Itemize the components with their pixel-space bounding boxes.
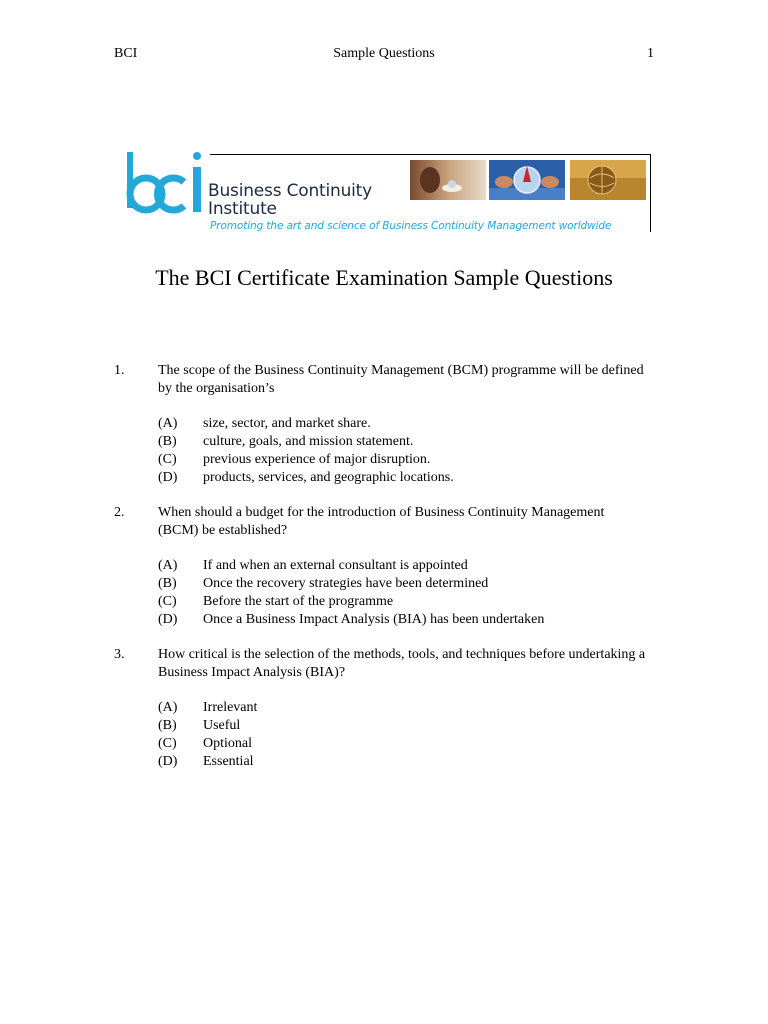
option-key: (A)	[158, 700, 178, 715]
header-org: BCI	[114, 46, 138, 61]
option-key: (D)	[158, 470, 178, 485]
option-key: (C)	[158, 594, 177, 609]
brand-name	[208, 182, 372, 218]
option-key: (B)	[158, 718, 177, 733]
question-1	[0, 362, 768, 487]
option-list	[0, 699, 768, 771]
option-text: If and when an external consultant is appointed	[203, 558, 468, 573]
option-a	[0, 415, 768, 433]
option-key: (D)	[158, 754, 178, 769]
option-b	[0, 575, 768, 593]
bci-banner	[124, 150, 652, 232]
question-text: How critical is the selection of the methods, tools, and techniques before undertaking a Business Impact Analysis (BIA)?	[158, 647, 646, 680]
option-b	[0, 717, 768, 735]
option-list	[0, 415, 768, 487]
option-text: previous experience of major disruption.	[203, 452, 431, 467]
option-text: Essential	[203, 754, 254, 769]
question-list	[0, 362, 768, 788]
page-number: 1	[647, 46, 654, 61]
brand-tagline: Promoting the art and science of Business Continuity Management worldwide	[210, 220, 612, 232]
option-c	[0, 593, 768, 611]
banner-top-rule	[210, 154, 650, 155]
document-title: The BCI Certificate Examination Sample Questions	[155, 265, 613, 290]
option-text: size, sector, and market share.	[203, 416, 371, 431]
option-text: products, services, and geographic locations.	[203, 470, 454, 485]
option-text: Optional	[203, 736, 252, 751]
banner-photo-globe-icon	[570, 160, 646, 200]
option-text: Irrelevant	[203, 700, 258, 715]
question-3	[0, 646, 768, 771]
question-number: 2.	[114, 505, 125, 520]
option-c	[0, 735, 768, 753]
option-key: (A)	[158, 416, 178, 431]
page-header	[0, 46, 768, 66]
header-title: Sample Questions	[333, 46, 435, 61]
question-text: The scope of the Business Continuity Management (BCM) programme will be defined by the organisation’s	[158, 363, 644, 396]
option-key: (C)	[158, 452, 177, 467]
option-text: Before the start of the programme	[203, 594, 394, 609]
option-a	[0, 699, 768, 717]
option-key: (A)	[158, 558, 178, 573]
question-2	[0, 504, 768, 629]
banner-photo-hands-icon	[489, 160, 565, 200]
brand-line-2: Institute	[208, 199, 277, 219]
question-number: 3.	[114, 647, 125, 662]
question-text: When should a budget for the introduction of Business Continuity Management (BCM) be established?	[158, 505, 605, 538]
option-list	[0, 557, 768, 629]
option-key: (B)	[158, 576, 177, 591]
brand-line-1: Business Continuity	[208, 181, 373, 201]
option-d	[0, 753, 768, 771]
option-text: culture, goals, and mission statement.	[203, 434, 414, 449]
option-d	[0, 469, 768, 487]
option-b	[0, 433, 768, 451]
option-text: Once the recovery strategies have been determined	[203, 576, 489, 591]
option-c	[0, 451, 768, 469]
option-a	[0, 557, 768, 575]
option-text: Useful	[203, 718, 241, 733]
banner-photo-person-icon	[410, 160, 486, 200]
banner-right-rule	[650, 154, 651, 232]
option-key: (C)	[158, 736, 177, 751]
option-text: Once a Business Impact Analysis (BIA) has been undertaken	[203, 612, 545, 627]
option-key: (D)	[158, 612, 178, 627]
option-key: (B)	[158, 434, 177, 449]
option-d	[0, 611, 768, 629]
question-number: 1.	[114, 363, 125, 378]
bci-logo-icon	[124, 150, 208, 218]
